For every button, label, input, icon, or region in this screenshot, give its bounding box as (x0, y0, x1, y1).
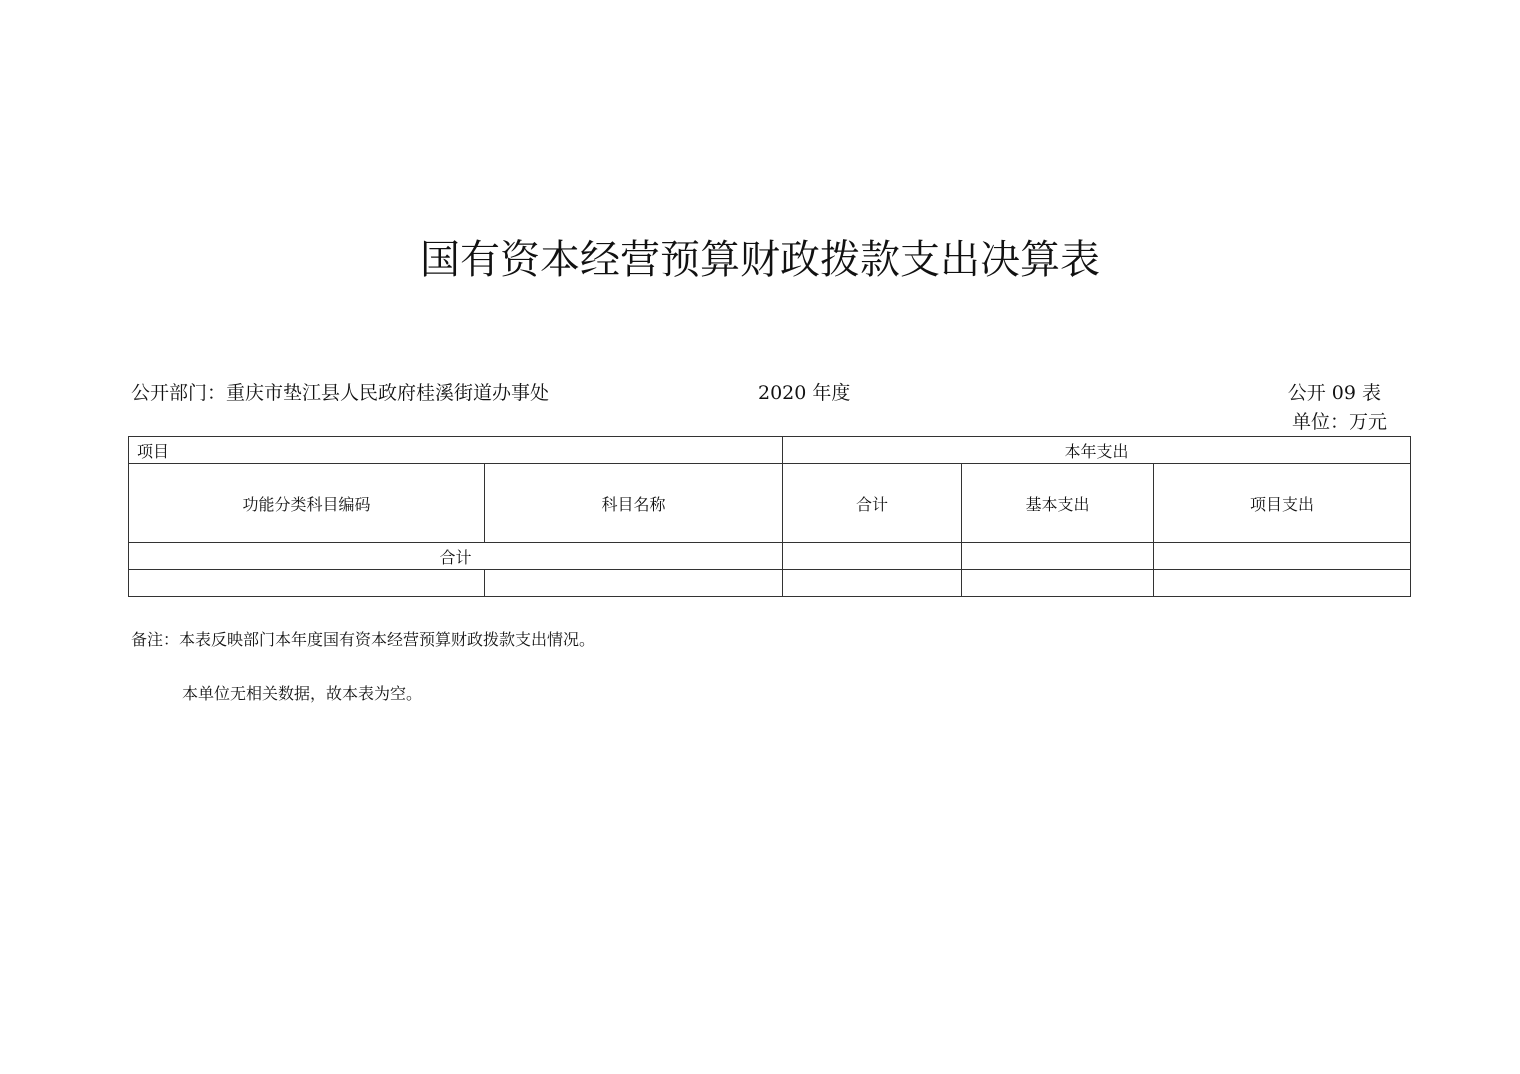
header-project: 项目支出 (1154, 464, 1411, 543)
total-row-basic-value (962, 543, 1154, 570)
header-code: 功能分类科目编码 (129, 464, 485, 543)
table-column-header-row (129, 464, 1411, 543)
table-group-header-row (129, 437, 1411, 464)
fiscal-year: 2020 年度 (758, 382, 851, 404)
table-cell (962, 570, 1154, 597)
header-item: 项目 (129, 437, 783, 464)
page-title: 国有资本经营预算财政拨款支出决算表 (420, 237, 1100, 283)
table-cell (129, 570, 485, 597)
expense-table (128, 436, 1411, 597)
header-name: 科目名称 (485, 464, 783, 543)
table-cell (1154, 570, 1411, 597)
empty-data-note: 本单位无相关数据，故本表为空。 (182, 684, 423, 703)
table-number: 公开 09 表 (1287, 382, 1381, 404)
table-cell (485, 570, 783, 597)
unit-label: 单位：万元 (1291, 411, 1387, 433)
table-total-row (129, 543, 1411, 570)
total-row-project-value (1154, 543, 1411, 570)
total-row-label: 合计 (129, 543, 783, 570)
remark-note: 备注：本表反映部门本年度国有资本经营预算财政拨款支出情况。 (131, 630, 596, 649)
header-total: 合计 (783, 464, 962, 543)
department-label: 公开部门：重庆市垫江县人民政府桂溪街道办事处 (131, 382, 550, 404)
table-row (129, 570, 1411, 597)
header-current-year-expense: 本年支出 (783, 437, 1411, 464)
total-row-total-value (783, 543, 962, 570)
header-basic: 基本支出 (962, 464, 1154, 543)
table-cell (783, 570, 962, 597)
